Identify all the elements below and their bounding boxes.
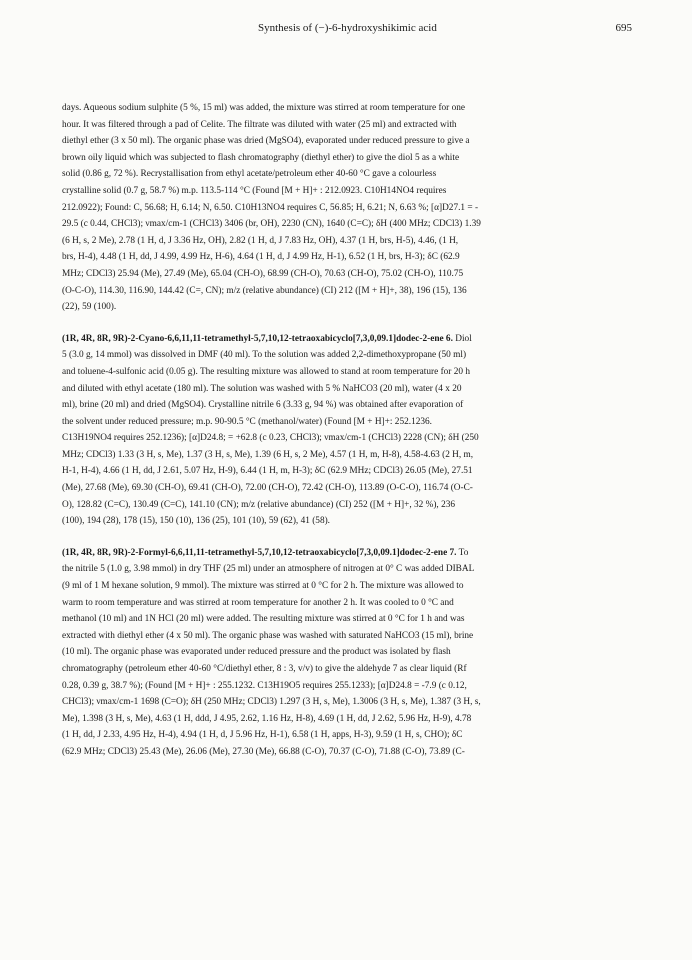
experimental-paragraph [62, 545, 634, 761]
line-text: To [456, 547, 469, 558]
text-line: (62.9 MHz; CDCl3) 25.43 (Me), 26.06 (Me), 27.30 (Me), 66.88 (C-O), 70.37 (C-O), 71.88 (C-O), 73.89 (C- [62, 746, 465, 757]
text-line: diethyl ether (3 x 50 ml). The organic phase was dried (MgSO4), evaporated under reduced pressure to give a [62, 136, 470, 147]
text-line: MHz; CDCl3) 1.33 (3 H, s, Me), 1.37 (3 H, s, Me), 1.39 (6 H, s, 2 Me), 4.57 (1 H, m, H-8), 4.58-4.63 (2 H, m, [62, 449, 474, 460]
paragraph-spacer [62, 316, 634, 331]
page-number: 695 [615, 22, 632, 34]
line-text: Diol [452, 333, 472, 344]
text-line: chromatography (petroleum ether 40-60 °C/diethyl ether, 8 : 3, v/v) to give the aldehyde 7 as clear liquid (Rf [62, 664, 467, 674]
text-line: crystalline solid (0.7 g, 58.7 %) m.p. 113.5-114 °C (Found [M + H]+ : 212.0923. C10H14NO4 requires [62, 185, 447, 196]
text-line: the solvent under reduced pressure; m.p. 90-90.5 °C (methanol/water) (Found [M + H]+: 252.1236. [62, 416, 432, 427]
experimental-paragraph [62, 331, 634, 530]
text-line: (6 H, s, 2 Me), 2.78 (1 H, d, J 3.36 Hz, OH), 2.82 (1 H, d, J 7.83 Hz, OH), 4.37 (1 H, brs, H-5), 4.46, (1 H, [62, 235, 459, 246]
text-line: warm to room temperature and was stirred at room temperature for another 2 h. It was cooled to 0 °C and [62, 597, 454, 608]
running-title: Synthesis of (−)-6-hydroxyshikimic acid [258, 22, 437, 34]
text-line [62, 545, 634, 562]
text-line: (O-C-O), 114.30, 116.90, 144.42 (C=, CN); m/z (relative abundance) (CI) 212 ([M + H]+, 38), 196 (15), 136 [62, 285, 467, 296]
paragraph-spacer [62, 530, 634, 545]
text-line: 0.28, 0.39 g, 38.7 %); (Found [M + H]+ : 255.1232. C13H19O5 requires 255.1233); [α]D24.8 = -7.9 (c 0.12, [62, 680, 467, 691]
text-line: 212.0922); Found: C, 56.68; H, 6.14; N, 6.50. C10H13NO4 requires C, 56.85; H, 6.21; N, 6.63 %; [α]D27.1 = - [62, 202, 479, 213]
text-line: 5 (3.0 g, 14 mmol) was dissolved in DMF (40 ml). To the solution was added 2,2-dimethoxypropane (50 ml) [62, 350, 467, 361]
text-line: and diluted with ethyl acetate (180 ml). The solution was washed with 5 % NaHCO3 (20 ml), water (4 x 20 [62, 383, 462, 394]
text-line: brown oily liquid which was subjected to flash chromatography (diethyl ether) to give the diol 5 as a white [62, 152, 460, 163]
text-line: ml), brine (20 ml) and dried (MgSO4). Crystalline nitrile 6 (3.33 g, 94 %) was obtained after evaporation of [62, 400, 464, 411]
text-line: methanol (10 ml) and 1N HCl (20 ml) were added. The resulting mixture was stirred at 0 °C for 1 h and was [62, 614, 465, 625]
continued-paragraph [62, 100, 634, 316]
compound-heading: (1R, 4R, 8R, 9R)-2-Cyano-6,6,11,11-tetramethyl-5,7,10,12-tetraoxabicyclo[7,3,0,09.1]dodec-2-ene 6. [62, 333, 453, 344]
text-line: and toluene-4-sulfonic acid (0.05 g). The resulting mixture was allowed to stand at room temperature for 20 h [62, 366, 471, 377]
text-line: (100), 194 (28), 178 (15), 150 (10), 136 (25), 101 (10), 59 (62), 41 (58). [62, 516, 331, 527]
text-line: Me), 1.398 (3 H, s, Me), 4.63 (1 H, ddd, J 4.95, 2.62, 1.16 Hz, H-8), 4.69 (1 H, dd, J 2.62, 5.96 Hz, H-9), 4.78 [62, 713, 472, 724]
text-line: brs, H-4), 4.48 (1 H, dd, J 4.99, 4.99 Hz, H-6), 4.64 (1 H, d, J 4.99 Hz, H-1), 6.52 (1 H, brs, H-3); δC (62.9 [62, 252, 460, 263]
text-line: hour. It was filtered through a pad of Celite. The filtrate was diluted with water (25 ml) and extracted with [62, 119, 457, 130]
text-line: O), 128.82 (C=C), 130.49 (C=C), 141.10 (CN); m/z (relative abundance) (CI) 252 ([M + H]+, 32 %), 236 [62, 499, 456, 510]
running-header [0, 22, 692, 38]
text-line: MHz; CDCl3) 25.94 (Me), 27.49 (Me), 65.04 (CH-O), 68.99 (CH-O), 70.63 (CH-O), 75.02 (CH-O), 110.75 [62, 268, 464, 279]
compound-heading: (1R, 4R, 8R, 9R)-2-Formyl-6,6,11,11-tetramethyl-5,7,10,12-tetraoxabicyclo[7,3,0,09.1]dodec-2-ene 7. [62, 547, 457, 558]
text-line: (9 ml of 1 M hexane solution, 9 mmol). The mixture was stirred at 0 °C for 2 h. The mixture was allowed to [62, 581, 464, 592]
text-line: H-1, H-4), 4.66 (1 H, dd, J 2.61, 5.07 Hz, H-9), 6.44 (1 H, m, H-3); δC (62.9 MHz; CDCl3) 26.05 (Me), 27.51 [62, 466, 473, 477]
text-line: (Me), 27.68 (Me), 69.30 (CH-O), 69.41 (CH-O), 72.00 (CH-O), 72.42 (CH-O), 113.89 (O-C-O), 116.74 (O-C- [62, 483, 473, 494]
text-line: C13H19NO4 requires 252.1236); [α]D24.8; = +62.8 (c 0.23, CHCl3); νmax/cm-1 (CHCl3) 2228 (CN); δH (250 [62, 433, 479, 444]
text-line: the nitrile 5 (1.0 g, 3.98 mmol) in dry THF (25 ml) under an atmosphere of nitrogen at 0° C was added DIBAL [62, 564, 475, 575]
text-line: 29.5 (c 0.44, CHCl3); νmax/cm-1 (CHCl3) 3406 (br, OH), 2230 (CN), 1640 (C=C); δH (400 MHz; CDCl3) 1.39 [62, 219, 481, 230]
body-text [62, 100, 634, 761]
text-line: days. Aqueous sodium sulphite (5 %, 15 ml) was added, the mixture was stirred at room temperature for one [62, 103, 466, 113]
text-line: extracted with diethyl ether (4 x 50 ml). The organic phase was washed with saturated NaHCO3 (15 ml), brine [62, 630, 474, 641]
text-line: CHCl3); νmax/cm-1 1698 (C=O); δH (250 MHz; CDCl3) 1.297 (3 H, s, Me), 1.3006 (3 H, s, Me), 1.387 (3 H, s, [62, 697, 481, 708]
text-line: (1 H, dd, J 2.33, 4.95 Hz, H-4), 4.94 (1 H, d, J 5.96 Hz, H-1), 6.58 (1 H, apps, H-3), 9.59 (1 H, s, CHO); δC [62, 730, 463, 741]
text-line [62, 331, 634, 348]
text-line: (22), 59 (100). [62, 302, 117, 313]
text-line: solid (0.86 g, 72 %). Recrystallisation from ethyl acetate/petroleum ether 40-60 °C gave a colourless [62, 169, 437, 180]
text-line: (10 ml). The organic phase was evaporated under reduced pressure and the product was isolated by flash [62, 647, 451, 658]
